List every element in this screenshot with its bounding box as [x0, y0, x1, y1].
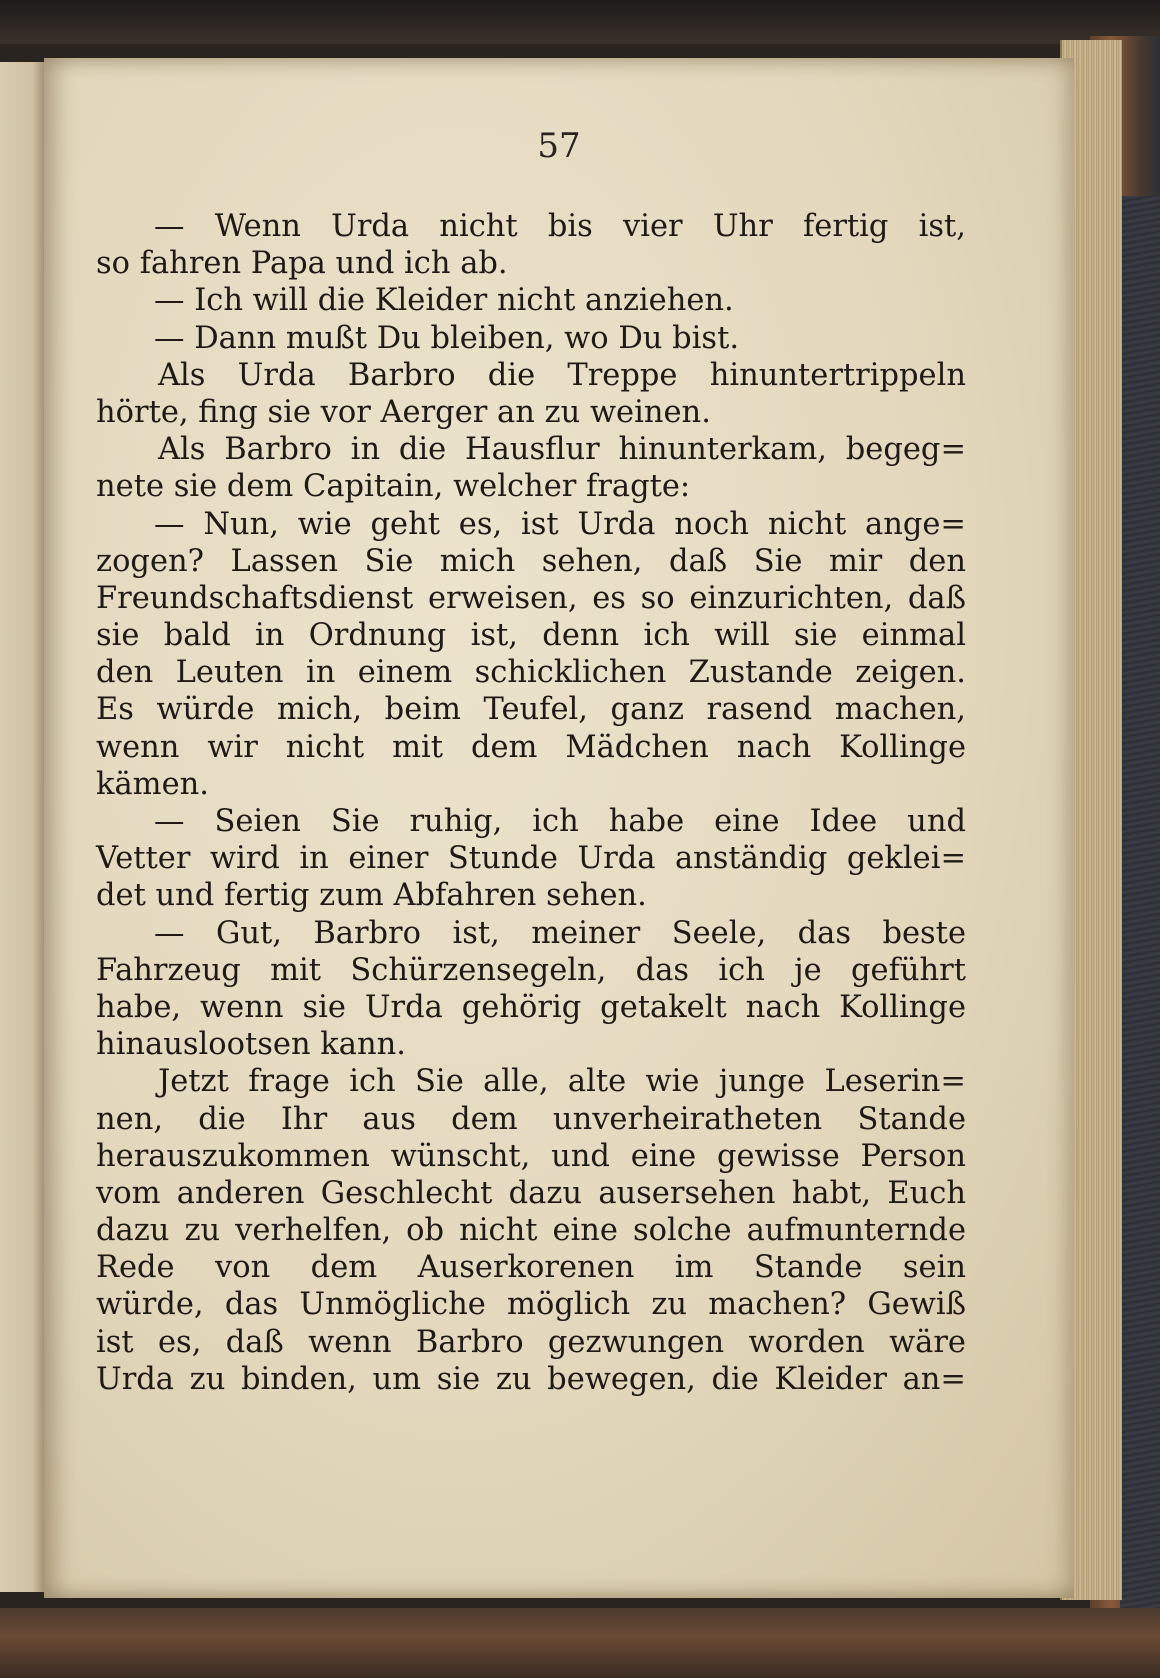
text-line: würde, das Unmögliche möglich zu machen? Gewiß	[96, 1287, 966, 1323]
book-cover-top	[0, 0, 1160, 44]
text-line: zogen? Lassen Sie mich sehen, daß Sie mir den	[96, 543, 966, 579]
text-line: den Leuten in einem schicklichen Zustande zeigen.	[96, 655, 966, 691]
text-line: ist es, daß wenn Barbro gezwungen worden wäre	[96, 1324, 966, 1360]
text-line: wenn wir nicht mit dem Mädchen nach Kollinge	[96, 729, 966, 765]
book-cover-cloth	[1120, 196, 1160, 1616]
text-line: hörte, fing sie vor Aerger an zu weinen.	[96, 394, 711, 430]
text-line: — Nun, wie geht es, ist Urda noch nicht ange=	[154, 506, 966, 542]
text-line: det und fertig zum Abfahren sehen.	[96, 878, 647, 914]
text-line: — Seien Sie ruhig, ich habe eine Idee und	[154, 804, 966, 839]
text-line: Rede von dem Auserkorenen im Stande sein	[96, 1250, 966, 1286]
text-line: Vetter wird in einer Stunde Urda anständig geklei=	[96, 841, 966, 877]
text-line: — Dann mußt Du bleiben, wo Du bist.	[154, 320, 740, 356]
text-line: dazu zu verhelfen, ob nicht eine solche aufmunternde	[96, 1213, 966, 1249]
text-line: Es würde mich, beim Teufel, ganz rasend machen,	[96, 692, 966, 728]
text-line: herauszukommen wünscht, und eine gewisse Person	[96, 1138, 966, 1174]
text-line: kämen.	[96, 766, 209, 802]
page-text	[96, 208, 966, 1398]
text-line: Fahrzeug mit Schürzensegeln, das ich je geführt	[96, 952, 966, 988]
text-line: Urda zu binden, um sie zu bewegen, die Kleider an=	[96, 1361, 966, 1397]
text-line: Freundschaftsdienst erweisen, es so einzurichten, daß	[96, 580, 966, 616]
text-line: Jetzt frage ich Sie alle, alte wie junge Leserin=	[158, 1064, 966, 1100]
text-line: Als Urda Barbro die Treppe hinuntertrippeln	[158, 357, 966, 393]
text-line: — Ich will die Kleider nicht anziehen.	[154, 283, 734, 319]
page-number: 57	[537, 126, 581, 166]
text-line: nete sie dem Capitain, welcher fragte:	[96, 469, 691, 505]
text-line: — Wenn Urda nicht bis vier Uhr fertig ist,	[154, 209, 966, 244]
text-line: — Gut, Barbro ist, meiner Seele, das beste	[154, 915, 966, 951]
previous-page-edge	[0, 62, 46, 1592]
text-line: vom anderen Geschlecht dazu ausersehen habt, Euch	[96, 1175, 966, 1211]
text-line: sie bald in Ordnung ist, denn ich will sie einmal	[96, 618, 966, 654]
text-line: nen, die Ihr aus dem unverheiratheten Stande	[96, 1101, 966, 1137]
text-line: habe, wenn sie Urda gehörig getakelt nach Kollinge	[96, 989, 966, 1025]
book-page	[44, 58, 1074, 1598]
text-line: so fahren Papa und ich ab.	[96, 246, 508, 282]
text-line: Als Barbro in die Hausflur hinunterkam, begeg=	[158, 432, 966, 468]
book-cover-bottom	[0, 1608, 1160, 1678]
text-line: hinauslootsen kann.	[96, 1027, 406, 1063]
